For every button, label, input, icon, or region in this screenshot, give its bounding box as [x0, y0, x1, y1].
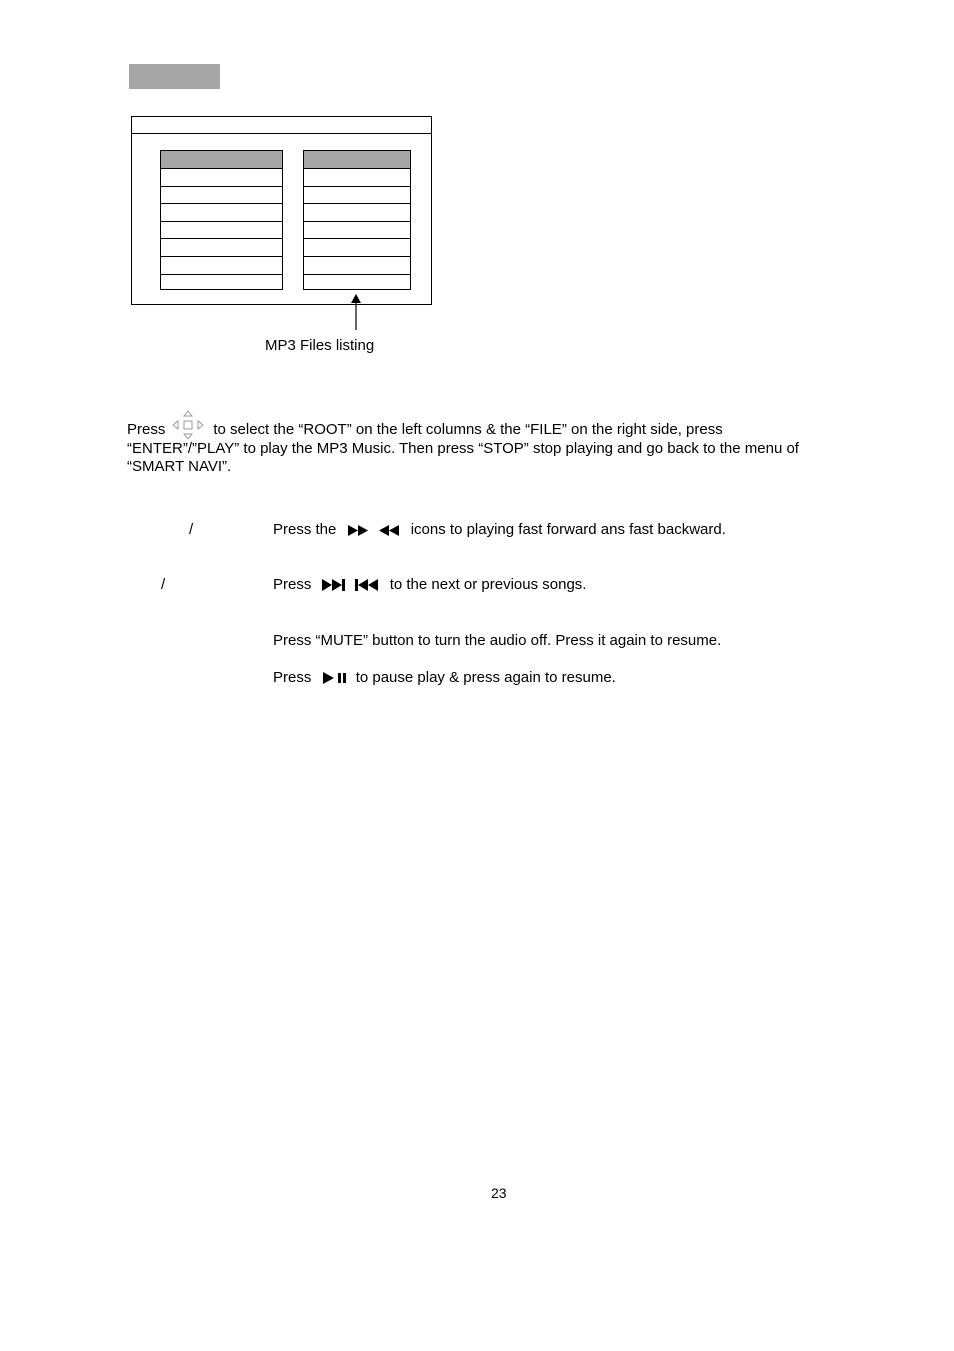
callout-arrow-icon [346, 294, 366, 330]
fast-slash: / [189, 521, 194, 538]
smart-navi-menu-illustration [131, 116, 432, 305]
root-row [161, 221, 282, 239]
fast-forward-row [273, 521, 726, 538]
root-row [161, 186, 282, 204]
file-row [304, 203, 410, 221]
file-row [304, 186, 410, 204]
play-pause-icon [322, 672, 348, 684]
skip-track-row [273, 576, 586, 593]
root-column [160, 150, 283, 290]
file-column-header [304, 151, 410, 168]
pause-row [273, 669, 616, 686]
pause-prefix: Press [273, 669, 312, 686]
nav-cross-icon [171, 410, 205, 440]
root-row [161, 256, 282, 274]
skip-suffix: to the next or previous songs. [389, 576, 587, 593]
fast-forward-icon [347, 525, 371, 536]
section-heading-tab [129, 64, 220, 89]
next-track-icon [322, 579, 348, 591]
root-column-header [161, 151, 282, 168]
press-word: Press [127, 421, 166, 438]
skip-slash: / [161, 576, 166, 593]
file-row [304, 221, 410, 239]
fast-prefix: Press the [273, 521, 337, 538]
skip-prefix: Press [273, 576, 312, 593]
mute-text: Press “MUTE” button to turn the audio off. Press it again to resume. [273, 632, 722, 649]
file-row [304, 256, 410, 274]
fast-suffix: icons to playing fast forward ans fast backward. [410, 521, 726, 538]
page-number: 23 [491, 1185, 507, 1201]
file-row [304, 168, 410, 186]
instruction-paragraph [127, 410, 807, 476]
root-row [161, 274, 282, 292]
root-row [161, 238, 282, 256]
instruction-text: to select the “ROOT” on the left columns & the “FILE” on the right side, press “ENTER”/”PLAY” to play the MP3 Music. Then press “STOP” stop playing and go back to the menu of “SMART NAVI”. [127, 421, 799, 475]
file-column [303, 150, 411, 290]
root-row [161, 203, 282, 221]
previous-track-icon [354, 579, 380, 591]
file-row [304, 238, 410, 256]
file-row [304, 274, 410, 292]
diagram-caption: MP3 Files listing [265, 337, 375, 354]
rewind-icon [377, 525, 401, 536]
root-row [161, 168, 282, 186]
menu-title-bar [132, 133, 431, 134]
pause-suffix: to pause play & press again to resume. [355, 669, 616, 686]
